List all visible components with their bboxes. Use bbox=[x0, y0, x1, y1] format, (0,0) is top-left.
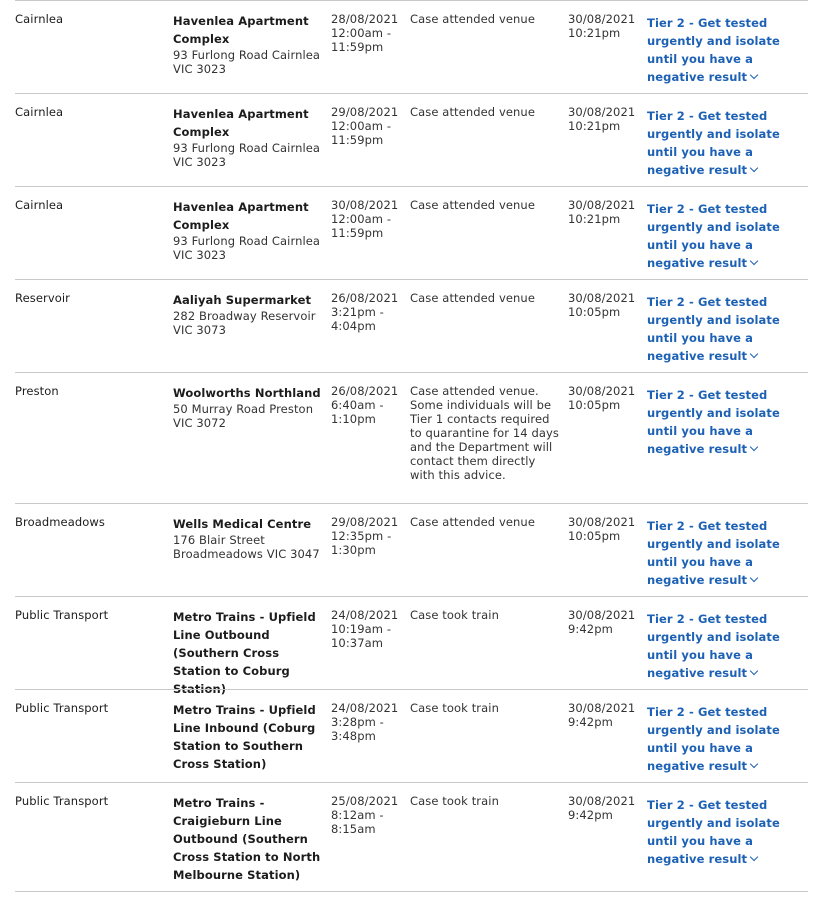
health-advice-link[interactable] bbox=[647, 703, 797, 775]
health-advice-link[interactable] bbox=[647, 107, 797, 179]
exposure-period-cell: 24/08/2021 3:28pm - 3:48pm bbox=[331, 701, 399, 743]
table-row bbox=[15, 93, 808, 186]
site-title: Metro Trains - Upfield Line Inbound (Coburg Station to Southern Cross Station) bbox=[173, 703, 316, 771]
health-advice-cell bbox=[647, 796, 797, 868]
health-advice-cell bbox=[647, 703, 797, 775]
site-address: 93 Furlong Road Cairnlea VIC 3023 bbox=[173, 48, 321, 76]
table-row bbox=[15, 503, 808, 596]
notes-cell: Case attended venue bbox=[410, 291, 535, 305]
table-row bbox=[15, 372, 808, 503]
health-advice-cell bbox=[647, 107, 797, 179]
notes-cell: Case took train bbox=[410, 608, 499, 622]
notes-cell: Case attended venue bbox=[410, 12, 535, 26]
notes-cell: Case attended venue bbox=[410, 198, 535, 212]
chevron-down-icon bbox=[750, 760, 758, 768]
suburb-cell: Public Transport bbox=[15, 794, 109, 808]
chevron-down-icon bbox=[750, 350, 758, 358]
site-address: 93 Furlong Road Cairnlea VIC 3023 bbox=[173, 141, 321, 169]
health-advice-text: Tier 2 - Get tested urgently and isolate until you have a negative result bbox=[647, 388, 780, 456]
table-row bbox=[15, 0, 808, 93]
site-title: Metro Trains - Upfield Line Outbound (Southern Cross Station to Coburg Station) bbox=[173, 610, 316, 696]
chevron-down-icon bbox=[750, 164, 758, 172]
suburb-cell: Public Transport bbox=[15, 608, 109, 622]
exposure-period-cell: 25/08/2021 8:12am - 8:15am bbox=[331, 794, 399, 836]
table-row bbox=[15, 689, 808, 782]
site-address: 176 Blair Street Broadmeadows VIC 3047 bbox=[173, 533, 320, 561]
site-cell bbox=[173, 701, 325, 773]
health-advice-text: Tier 2 - Get tested urgently and isolate until you have a negative result bbox=[647, 798, 780, 866]
site-title: Havenlea Apartment Complex bbox=[173, 200, 309, 232]
exposure-period-cell: 29/08/2021 12:35pm - 1:30pm bbox=[331, 515, 399, 557]
health-advice-text: Tier 2 - Get tested urgently and isolate until you have a negative result bbox=[647, 612, 780, 680]
suburb-cell: Broadmeadows bbox=[15, 515, 106, 529]
site-cell bbox=[173, 515, 325, 561]
site-title: Wells Medical Centre bbox=[173, 517, 312, 531]
site-cell bbox=[173, 384, 325, 430]
site-title: Metro Trains - Craigieburn Line Outbound (Southern Cross Station to North Melbourne Station) bbox=[173, 796, 321, 882]
table-row bbox=[15, 596, 808, 696]
health-advice-text: Tier 2 - Get tested urgently and isolate until you have a negative result bbox=[647, 202, 780, 270]
health-advice-cell bbox=[647, 293, 797, 365]
health-advice-link[interactable] bbox=[647, 14, 797, 86]
notes-cell: Case took train bbox=[410, 794, 499, 808]
health-advice-cell bbox=[647, 386, 797, 458]
site-cell bbox=[173, 105, 325, 169]
health-advice-cell bbox=[647, 610, 797, 682]
chevron-down-icon bbox=[750, 257, 758, 265]
added-time-cell: 30/08/2021 10:21pm bbox=[568, 12, 636, 40]
added-time-cell: 30/08/2021 10:05pm bbox=[568, 384, 636, 412]
exposure-period-cell: 24/08/2021 10:19am - 10:37am bbox=[331, 608, 399, 650]
chevron-down-icon bbox=[750, 574, 758, 582]
table-row bbox=[15, 279, 808, 372]
suburb-cell: Cairnlea bbox=[15, 12, 64, 26]
added-time-cell: 30/08/2021 9:42pm bbox=[568, 794, 636, 822]
added-time-cell: 30/08/2021 10:05pm bbox=[568, 515, 636, 543]
suburb-cell: Preston bbox=[15, 384, 59, 398]
notes-cell: Case attended venue. Some individuals will be Tier 1 contacts required to quarantine for 14 days and the Department will contact them directly with this advice. bbox=[410, 384, 560, 482]
suburb-cell: Reservoir bbox=[15, 291, 71, 305]
site-title: Aaliyah Supermarket bbox=[173, 293, 312, 307]
added-time-cell: 30/08/2021 10:21pm bbox=[568, 198, 636, 226]
site-cell bbox=[173, 794, 325, 884]
added-time-cell: 30/08/2021 9:42pm bbox=[568, 701, 636, 729]
suburb-cell: Public Transport bbox=[15, 701, 109, 715]
health-advice-text: Tier 2 - Get tested urgently and isolate until you have a negative result bbox=[647, 109, 780, 177]
site-cell bbox=[173, 12, 325, 76]
chevron-down-icon bbox=[750, 667, 758, 675]
health-advice-link[interactable] bbox=[647, 200, 797, 272]
suburb-cell: Cairnlea bbox=[15, 105, 64, 119]
added-time-cell: 30/08/2021 10:21pm bbox=[568, 105, 636, 133]
chevron-down-icon bbox=[750, 443, 758, 451]
health-advice-link[interactable] bbox=[647, 293, 797, 365]
site-cell bbox=[173, 608, 325, 698]
site-address: 282 Broadway Reservoir VIC 3073 bbox=[173, 309, 316, 337]
site-address: 50 Murray Road Preston VIC 3072 bbox=[173, 402, 314, 430]
health-advice-link[interactable] bbox=[647, 796, 797, 868]
exposure-period-cell: 26/08/2021 6:40am - 1:10pm bbox=[331, 384, 399, 426]
exposure-period-cell: 30/08/2021 12:00am - 11:59pm bbox=[331, 198, 399, 240]
health-advice-text: Tier 2 - Get tested urgently and isolate until you have a negative result bbox=[647, 519, 780, 587]
chevron-down-icon bbox=[750, 853, 758, 861]
exposure-sites-table bbox=[15, 0, 808, 892]
health-advice-text: Tier 2 - Get tested urgently and isolate until you have a negative result bbox=[647, 16, 780, 84]
health-advice-cell bbox=[647, 200, 797, 272]
notes-cell: Case took train bbox=[410, 701, 499, 715]
health-advice-cell bbox=[647, 517, 797, 589]
exposure-period-cell: 28/08/2021 12:00am - 11:59pm bbox=[331, 12, 399, 54]
health-advice-cell bbox=[647, 14, 797, 86]
added-time-cell: 30/08/2021 10:05pm bbox=[568, 291, 636, 319]
exposure-period-cell: 29/08/2021 12:00am - 11:59pm bbox=[331, 105, 399, 147]
chevron-down-icon bbox=[750, 71, 758, 79]
health-advice-link[interactable] bbox=[647, 386, 797, 458]
health-advice-text: Tier 2 - Get tested urgently and isolate until you have a negative result bbox=[647, 705, 780, 773]
health-advice-link[interactable] bbox=[647, 610, 797, 682]
site-title: Havenlea Apartment Complex bbox=[173, 107, 309, 139]
site-cell bbox=[173, 291, 325, 337]
notes-cell: Case attended venue bbox=[410, 515, 535, 529]
site-address: 93 Furlong Road Cairnlea VIC 3023 bbox=[173, 234, 321, 262]
notes-cell: Case attended venue bbox=[410, 105, 535, 119]
added-time-cell: 30/08/2021 9:42pm bbox=[568, 608, 636, 636]
suburb-cell: Cairnlea bbox=[15, 198, 64, 212]
site-cell bbox=[173, 198, 325, 262]
site-title: Havenlea Apartment Complex bbox=[173, 14, 309, 46]
exposure-period-cell: 26/08/2021 3:21pm - 4:04pm bbox=[331, 291, 399, 333]
table-row bbox=[15, 186, 808, 279]
health-advice-text: Tier 2 - Get tested urgently and isolate until you have a negative result bbox=[647, 295, 780, 363]
health-advice-link[interactable] bbox=[647, 517, 797, 589]
table-row bbox=[15, 782, 808, 892]
site-title: Woolworths Northland bbox=[173, 386, 321, 400]
